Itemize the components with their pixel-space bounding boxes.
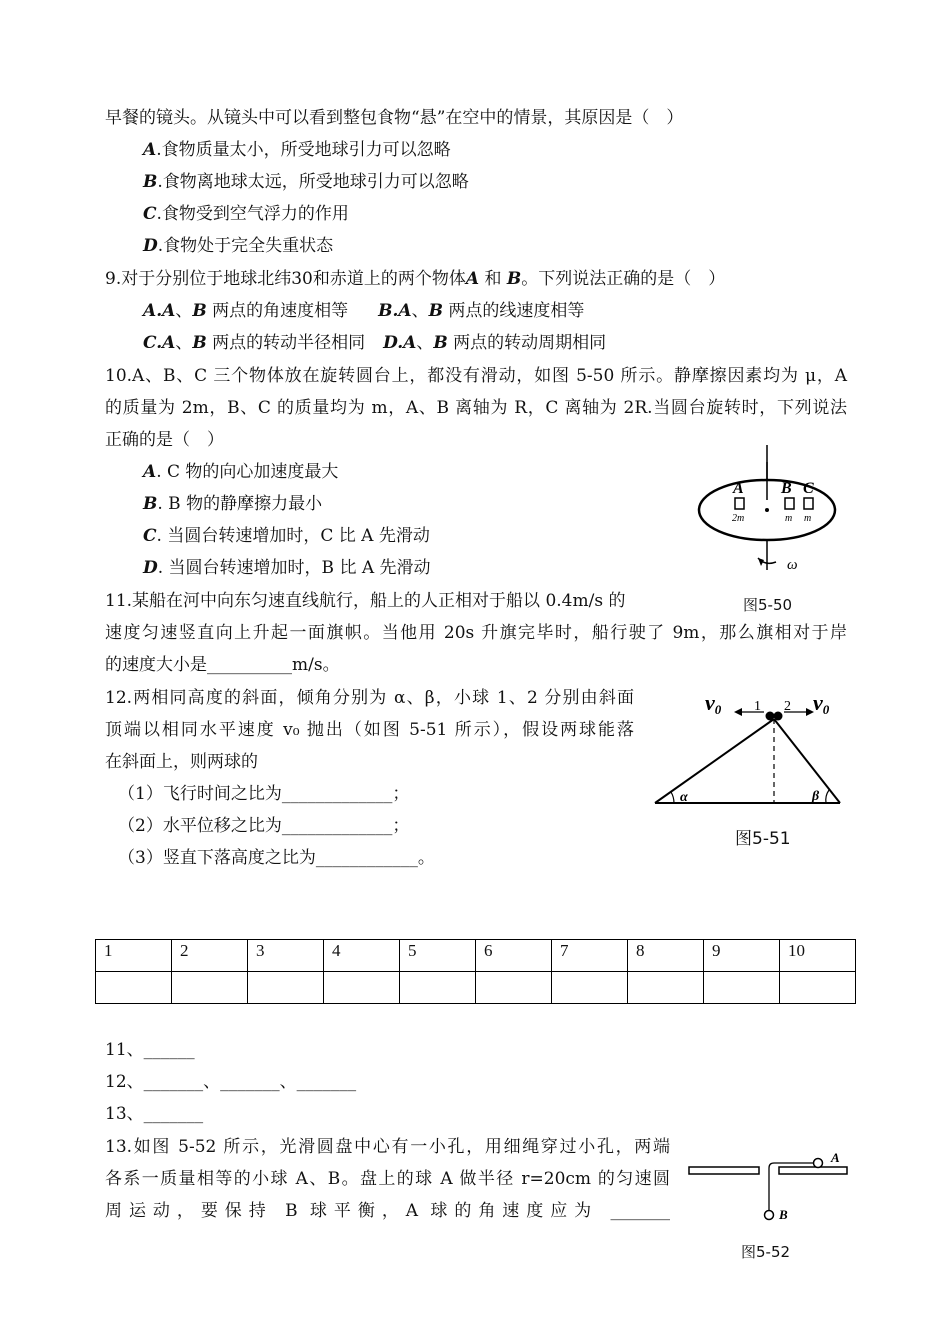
q10-line-3: 正确的是（ ） bbox=[105, 430, 224, 450]
q13-line-1: 13.如图 5-52 所示，光滑圆盘中心有一小孔，用细绳穿过小孔，两端 bbox=[105, 1137, 670, 1157]
block-b bbox=[785, 498, 794, 509]
block-a bbox=[735, 498, 744, 509]
label-b: B bbox=[781, 480, 792, 497]
q12-part-3: （3）竖直下落高度之比为____________。 bbox=[118, 848, 435, 868]
q10-option-d: D. 当圆台转速增加时，B 比 A 先滑动 bbox=[143, 558, 431, 578]
answer-table-blank-row bbox=[96, 972, 856, 1004]
answer-cell[interactable] bbox=[324, 972, 400, 1004]
q11-line-1: 11.某船在河中向东匀速直线航行，船上的人正相对于船以 0.4m/s 的 bbox=[105, 591, 626, 611]
omega-label: ω bbox=[787, 557, 798, 573]
slope-beta bbox=[774, 719, 840, 803]
figure-5-51 bbox=[650, 685, 850, 815]
center-point bbox=[765, 508, 769, 512]
q9-stem: 9.对于分别位于地球北纬30和赤道上的两个物体A 和 B。下列说法正确的是（ ） bbox=[105, 269, 726, 289]
q12-line-3: 在斜面上，则两球的 bbox=[105, 752, 258, 772]
q13-line-2: 各系一质量相等的小球 A、B。盘上的球 A 做半径 r=20cm 的匀速圆 bbox=[105, 1169, 670, 1189]
figure-5-50-caption: 图5-50 bbox=[743, 596, 793, 614]
answer-table-header-row bbox=[96, 940, 856, 972]
q11-line-3: 的速度大小是__________m/s。 bbox=[105, 655, 340, 675]
ball-a bbox=[814, 1159, 823, 1168]
ball-2 bbox=[774, 712, 783, 721]
block-c bbox=[804, 498, 813, 509]
answer-cell[interactable] bbox=[780, 972, 856, 1004]
answer-header-cell: 2 bbox=[172, 940, 248, 972]
answer-cell[interactable] bbox=[552, 972, 628, 1004]
answer-header-cell: 8 bbox=[628, 940, 704, 972]
q10-line-1: 10.A、B、C 三个物体放在旋转圆台上，都没有滑动，如图 5-50 所示。静摩擦因素均为 μ，A bbox=[105, 366, 847, 386]
disk-right bbox=[779, 1167, 847, 1174]
answer-cell[interactable] bbox=[248, 972, 324, 1004]
q13-line-3: 周运动，要保持 B 球平衡，A 球的角速度应为 _______ bbox=[105, 1201, 670, 1221]
figure-5-52-caption: 图5-52 bbox=[741, 1243, 791, 1261]
answer-header-cell: 6 bbox=[476, 940, 552, 972]
answer-cell[interactable] bbox=[704, 972, 780, 1004]
q8-option-b: B.食物离地球太远，所受地球引力可以忽略 bbox=[143, 172, 469, 192]
v0-right: v0 bbox=[813, 690, 830, 717]
answer-header-cell: 1 bbox=[96, 940, 172, 972]
q11-line-2: 速度匀速竖直向上升起一面旗帜。当他用 20s 升旗完毕时，船行驶了 9m，那么旗相对于岸 bbox=[105, 623, 847, 643]
q8-stem: 早餐的镜头。从镜头中可以看到整包食物“悬”在空中的情景，其原因是（ ） bbox=[105, 108, 684, 128]
alpha-label: α bbox=[680, 790, 688, 805]
answer-11: 11、______ bbox=[105, 1040, 195, 1060]
answer-table bbox=[95, 939, 856, 1004]
slope-alpha bbox=[655, 719, 774, 803]
answer-cell[interactable] bbox=[400, 972, 476, 1004]
q8-option-d: D.食物处于完全失重状态 bbox=[143, 236, 334, 256]
mass-a: 2m bbox=[732, 513, 745, 524]
figure-5-52 bbox=[685, 1150, 850, 1230]
figure-5-50 bbox=[690, 440, 850, 590]
ball-1 bbox=[766, 712, 775, 721]
q9-options-cd: C.A、B 两点的转动半径相同 D.A、B 两点的转动周期相同 bbox=[143, 333, 607, 353]
answer-13: 13、_______ bbox=[105, 1104, 204, 1124]
q12-line-2: 顶端以相同水平速度 v₀ 抛出（如图 5-51 所示），假设两球能落 bbox=[105, 720, 634, 740]
ball-a-label: A bbox=[831, 1150, 840, 1165]
mass-b: m bbox=[785, 513, 793, 524]
ball-b-label: B bbox=[779, 1207, 788, 1222]
q10-option-c: C. 当圆台转速增加时，C 比 A 先滑动 bbox=[143, 526, 430, 546]
answer-header-cell: 10 bbox=[780, 940, 856, 972]
q10-option-b: B. B 物的静摩擦力最小 bbox=[143, 494, 323, 514]
q12-line-1: 12.两相同高度的斜面，倾角分别为 α、β，小球 1、2 分别由斜面 bbox=[105, 688, 634, 708]
figure-5-51-caption: 图5-51 bbox=[735, 829, 791, 849]
ball-2-label: 2 bbox=[784, 699, 791, 714]
ball-1-label: 1 bbox=[754, 699, 761, 714]
q12-part-2: （2）水平位移之比为_____________； bbox=[118, 816, 410, 836]
answer-header-cell: 7 bbox=[552, 940, 628, 972]
answer-header-cell: 5 bbox=[400, 940, 476, 972]
ball-b bbox=[765, 1211, 774, 1220]
q8-option-c: C.食物受到空气浮力的作用 bbox=[143, 204, 349, 224]
q9-options-ab: A.A、B 两点的角速度相等 B.A、B 两点的线速度相等 bbox=[143, 301, 585, 321]
v0-left: v0 bbox=[705, 690, 722, 717]
beta-label: β bbox=[812, 789, 820, 804]
q8-option-a: A.食物质量太小，所受地球引力可以忽略 bbox=[143, 140, 451, 160]
answer-header-cell: 4 bbox=[324, 940, 400, 972]
answer-header-cell: 9 bbox=[704, 940, 780, 972]
label-a: A bbox=[733, 480, 744, 497]
answer-cell[interactable] bbox=[476, 972, 552, 1004]
q12-part-1: （1）飞行时间之比为_____________； bbox=[118, 784, 410, 804]
answer-cell[interactable] bbox=[96, 972, 172, 1004]
answer-cell[interactable] bbox=[172, 972, 248, 1004]
mass-c: m bbox=[804, 513, 812, 524]
answer-cell[interactable] bbox=[628, 972, 704, 1004]
answer-header-cell: 3 bbox=[248, 940, 324, 972]
disk-left bbox=[689, 1167, 759, 1174]
label-c: C bbox=[803, 480, 814, 497]
q10-line-2: 的质量为 2m，B、C 的质量均为 m，A、B 离轴为 R，C 离轴为 2R.当圆台旋转时，下列说法 bbox=[105, 398, 847, 418]
answer-12: 12、_______、_______、_______ bbox=[105, 1072, 357, 1092]
q10-option-a: A. C 物的向心加速度最大 bbox=[143, 462, 339, 482]
